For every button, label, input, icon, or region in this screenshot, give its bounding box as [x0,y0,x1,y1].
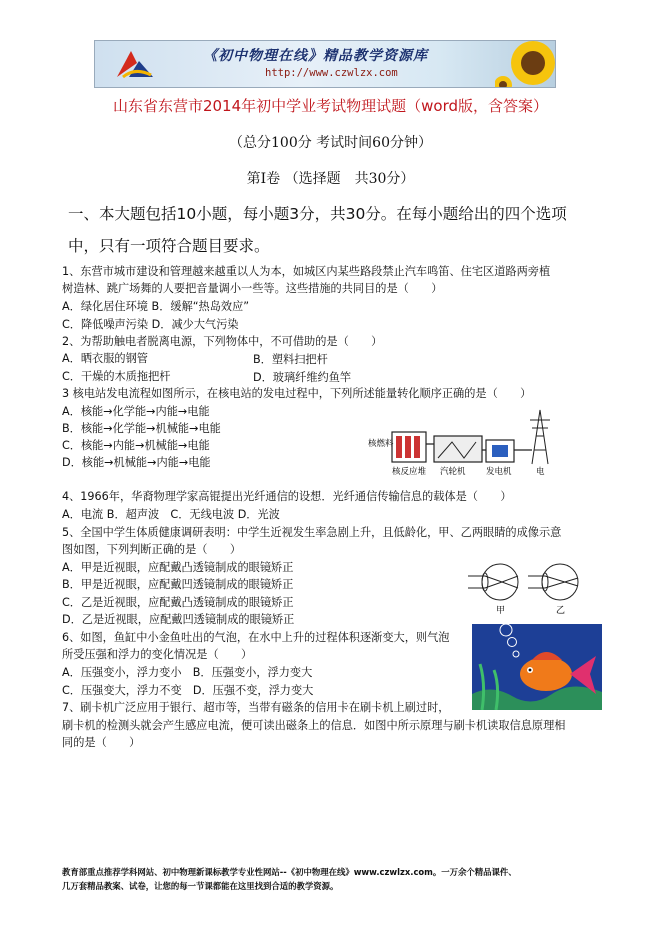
q2-option-b: B．塑料扫把杆 [253,353,328,366]
sunflower-icon [495,40,556,88]
label-fuel: 核燃料 [368,439,394,449]
header-banner [94,40,556,88]
label-jia: 甲 [496,606,506,616]
q5-option-a: A．甲是近视眼，应配戴凸透镜制成的眼镜矫正 [62,561,294,574]
q3-option-a: A．核能→化学能→内能→电能 [62,405,210,418]
eye-right-icon [528,564,578,600]
power-tower-icon [530,410,550,464]
q3-option-c: C．核能→内能→机械能→电能 [62,439,210,452]
q7-stem-3: 同的是（ ） [62,736,141,749]
q5-stem-2: 图如图，下列判断正确的是（ ） [62,543,242,556]
exam-title: 山东省东营市2014年初中学业考试物理试题（word版，含答案） [112,97,549,115]
q3-option-d: D．核能→机械能→内能→电能 [62,456,211,469]
q5-option-b: B．甲是近视眼，应配戴凹透镜制成的眼镜矫正 [62,578,294,591]
q7-stem-2: 刷卡机的检测头就会产生感应电流，便可读出磁条上的信息．如图中所示原理与刷卡机读取信息原理相 [62,719,566,732]
label-generator: 发电机 [486,467,512,477]
footer-line-2: 几万套精品教案、试卷，让您的每一节课都能在这里找到合适的教学资源。 [62,881,339,891]
label-reactor: 核反应堆 [392,467,427,477]
eye-left-icon [468,564,518,600]
q1-options-ab: A．绿化居住环境 B．缓解“热岛效应” [62,300,250,313]
q6-stem-2: 所受压强和浮力的变化情况是（ ） [62,648,253,661]
q5-option-c: C．乙是近视眼，应配戴凸透镜制成的眼镜矫正 [62,596,294,609]
label-power: 电 [536,467,545,477]
goldfish-illustration [472,624,602,710]
q5-option-d: D．乙是近视眼，应配戴凹透镜制成的眼镜矫正 [62,613,295,626]
q2-stem: 2、为帮助触电者脱离电源，下列物体中，不可借助的是（ ） [62,335,383,348]
q2-option-d: D．玻璃纤维约鱼竿 [253,371,352,384]
q2-option-c: C．干燥的木质拖把杆 [62,370,171,383]
q6-stem-1: 6、如图，鱼缸中小金鱼吐出的气泡，在水中上升的过程体积逐渐变大，则气泡 [62,631,450,644]
q2-option-a: A．晒衣服的钢管 [62,352,148,365]
banner-title: 《初中物理在线》精品教学资源库 [203,48,428,64]
generator-icon [486,440,514,462]
q1-stem-2: 树造林、跳广场舞的人要把音量调小一些等。这些措施的共同目的是（ ） [62,282,443,295]
exam-subtitle: （总分100分 考试时间60分钟） [229,135,432,151]
turbine-icon [434,436,482,462]
eye-diagram [468,558,592,616]
q4-options: A．电流 B．超声波 C．无线电波 D．光波 [62,508,280,521]
nuclear-plant-diagram [368,404,568,480]
label-yi: 乙 [556,606,566,616]
q1-options-cd: C．降低噪声污染 D．减少大气污染 [62,318,239,331]
footer-line-1: 教育部重点推荐学科网站、初中物理新课标教学专业性网站--《初中物理在线》www.czwlzx.com。一万余个精品课件、 [62,867,517,877]
q3-option-b: B．核能→化学能→机械能→电能 [62,422,221,435]
section-title: 第Ⅰ卷 （选择题 共30分） [246,171,415,187]
banner-url[interactable]: http://www.czwlzx.com [265,67,398,79]
label-turbine: 汽轮机 [440,467,466,477]
site-logo-icon [113,47,157,81]
q4-stem: 4、1966年，华裔物理学家高锟提出光纤通信的设想．光纤通信传输信息的载体是（ ） [62,490,512,503]
q3-stem: 3 核电站发电流程如图所示，在核电站的发电过程中，下列所述能量转化顺序正确的是（ ） [62,387,532,400]
q6-options-cd: C．压强变大，浮力不变 D．压强不变，浮力变大 [62,684,314,697]
q1-stem-1: 1、东营市城市建设和管理越来越重以人为本，如城区内某些路段禁止汽车鸣笛、住宅区道路两旁植 [62,265,551,278]
instructions-line-1: 一、本大题包括10小题，每小题3分，共30分。在每小题给出的四个选项 [68,205,567,223]
q7-stem-1: 7、刷卡机广泛应用于银行、超市等，当带有磁条的信用卡在刷卡机上刷过时， [62,701,450,714]
instructions-line-2: 中，只有一项符合题目要求。 [68,237,270,255]
reactor-icon [392,432,426,462]
q6-options-ab: A．压强变小，浮力变小 B．压强变小，浮力变大 [62,666,313,679]
q5-stem-1: 5、全国中学生体质健康调研表明：中学生近视发生率急剧上升，且低龄化，甲、乙两眼睛的成像示意 [62,526,562,539]
